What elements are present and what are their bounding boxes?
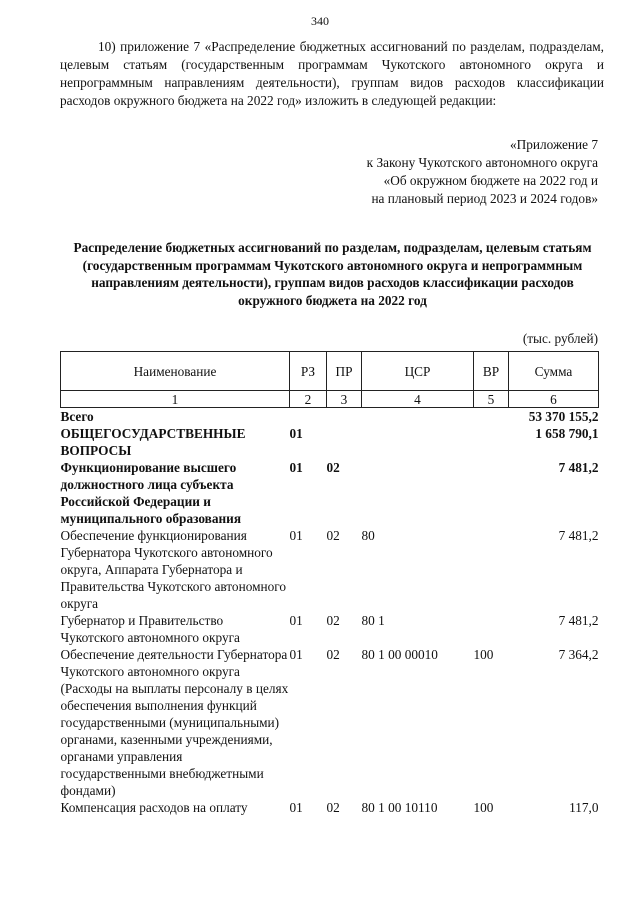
cell-pr: 02 bbox=[326, 528, 340, 543]
cell-csr: 80 1 00 10110 bbox=[361, 800, 438, 815]
cell-name: Обеспечение деятельности Губернатора Чукотского автономного округа (Расходы на выплаты персоналу в целях обеспечения выполнения функций государственными (муниципальными) органами, казенными учреждениями, органами управления государственными внебюджетными фондами) bbox=[60, 647, 289, 798]
cell-rz: 01 bbox=[289, 426, 303, 441]
document-title: Распределение бюджетных ассигнований по разделам, подразделам, целевым статьям (государственным программам Чукотского автономного округа и непрограммным направлениям деятельности), группам видов расходов классификации расходов окружного бюджета на 2022 год bbox=[73, 240, 592, 308]
cell-sum: 117,0 bbox=[569, 800, 599, 815]
col-number: 2 bbox=[290, 391, 327, 408]
cell-name: Компенсация расходов на оплату bbox=[60, 800, 248, 815]
cell-pr: 02 bbox=[326, 613, 340, 628]
table-header-row bbox=[61, 352, 599, 391]
cell-vr: 100 bbox=[473, 800, 494, 815]
cell-csr: 80 bbox=[361, 528, 375, 543]
table-row bbox=[61, 646, 599, 799]
appendix-line-1: «Приложение 7 bbox=[510, 137, 598, 152]
header-sum: Сумма bbox=[509, 352, 599, 391]
cell-rz: 01 bbox=[289, 647, 303, 662]
cell-name: Губернатор и Правительство Чукотского автономного округа bbox=[60, 613, 240, 645]
col-number: 5 bbox=[474, 391, 509, 408]
appendix-line-4: на плановый период 2023 и 2024 годов» bbox=[371, 191, 598, 206]
cell-sum: 7 481,2 bbox=[558, 528, 599, 543]
units-label: (тыс. рублей) bbox=[522, 331, 598, 346]
appendix-line-3: «Об окружном бюджете на 2022 год и bbox=[383, 173, 598, 188]
cell-vr bbox=[474, 612, 509, 646]
budget-table bbox=[60, 351, 599, 816]
header-vr: ВР bbox=[474, 352, 509, 391]
header-name: Наименование bbox=[61, 352, 290, 391]
table-row bbox=[61, 612, 599, 646]
appendix-line-2: к Закону Чукотского автономного округа bbox=[366, 155, 598, 170]
cell-sum: 1 658 790,1 bbox=[535, 426, 599, 441]
cell-sum: 7 481,2 bbox=[558, 460, 599, 475]
cell-pr: 02 bbox=[326, 460, 340, 475]
cell-rz: 01 bbox=[289, 800, 303, 815]
cell-csr bbox=[362, 425, 474, 459]
table-body bbox=[61, 408, 599, 817]
cell-name: ОБЩЕГОСУДАРСТВЕННЫЕ ВОПРОСЫ bbox=[60, 426, 246, 458]
header-csr: ЦСР bbox=[362, 352, 474, 391]
intro-paragraph: 10) приложение 7 «Распределение бюджетных ассигнований по разделам, подразделам, целевым статьям (государственным программам Чукотского автономного округа и непрограммным направлениям деятельности), группам видов расходов классификации расходов окружного бюджета на 2022 год» изложить в следующей редакции: bbox=[60, 39, 604, 108]
appendix-reference bbox=[367, 136, 598, 208]
page-number: 340 bbox=[311, 14, 329, 28]
cell-sum: 7 481,2 bbox=[558, 613, 599, 628]
cell-vr: 100 bbox=[473, 647, 494, 662]
col-number: 3 bbox=[327, 391, 362, 408]
cell-csr bbox=[362, 408, 474, 426]
table-row bbox=[61, 408, 599, 426]
col-number: 1 bbox=[61, 391, 290, 408]
cell-sum: 7 364,2 bbox=[558, 647, 599, 662]
col-number: 6 bbox=[509, 391, 599, 408]
cell-sum: 53 370 155,2 bbox=[528, 409, 599, 424]
header-pr: ПР bbox=[327, 352, 362, 391]
cell-csr: 80 1 00 00010 bbox=[361, 647, 438, 662]
cell-vr bbox=[474, 425, 509, 459]
cell-rz: 01 bbox=[289, 528, 303, 543]
cell-pr: 02 bbox=[326, 800, 340, 815]
cell-vr bbox=[474, 527, 509, 612]
cell-pr: 02 bbox=[326, 647, 340, 662]
cell-rz bbox=[290, 408, 327, 426]
table-row bbox=[61, 799, 599, 816]
col-number: 4 bbox=[362, 391, 474, 408]
cell-csr: 80 1 bbox=[361, 613, 385, 628]
cell-pr bbox=[327, 408, 362, 426]
cell-csr bbox=[362, 459, 474, 527]
cell-vr bbox=[474, 459, 509, 527]
cell-vr bbox=[474, 408, 509, 426]
cell-pr bbox=[327, 425, 362, 459]
column-number-row bbox=[61, 391, 599, 408]
cell-rz: 01 bbox=[289, 613, 303, 628]
table-row bbox=[61, 425, 599, 459]
cell-rz: 01 bbox=[289, 460, 303, 475]
cell-name: Всего bbox=[60, 409, 94, 424]
table-row bbox=[61, 527, 599, 612]
cell-name: Функционирование высшего должностного лица субъекта Российской Федерации и муниципального образования bbox=[60, 460, 242, 526]
table-row bbox=[61, 459, 599, 527]
cell-name: Обеспечение функционирования Губернатора Чукотского автономного округа, Аппарата Губернатора и Правительства Чукотского автономного округа bbox=[60, 528, 287, 611]
header-rz: РЗ bbox=[290, 352, 327, 391]
